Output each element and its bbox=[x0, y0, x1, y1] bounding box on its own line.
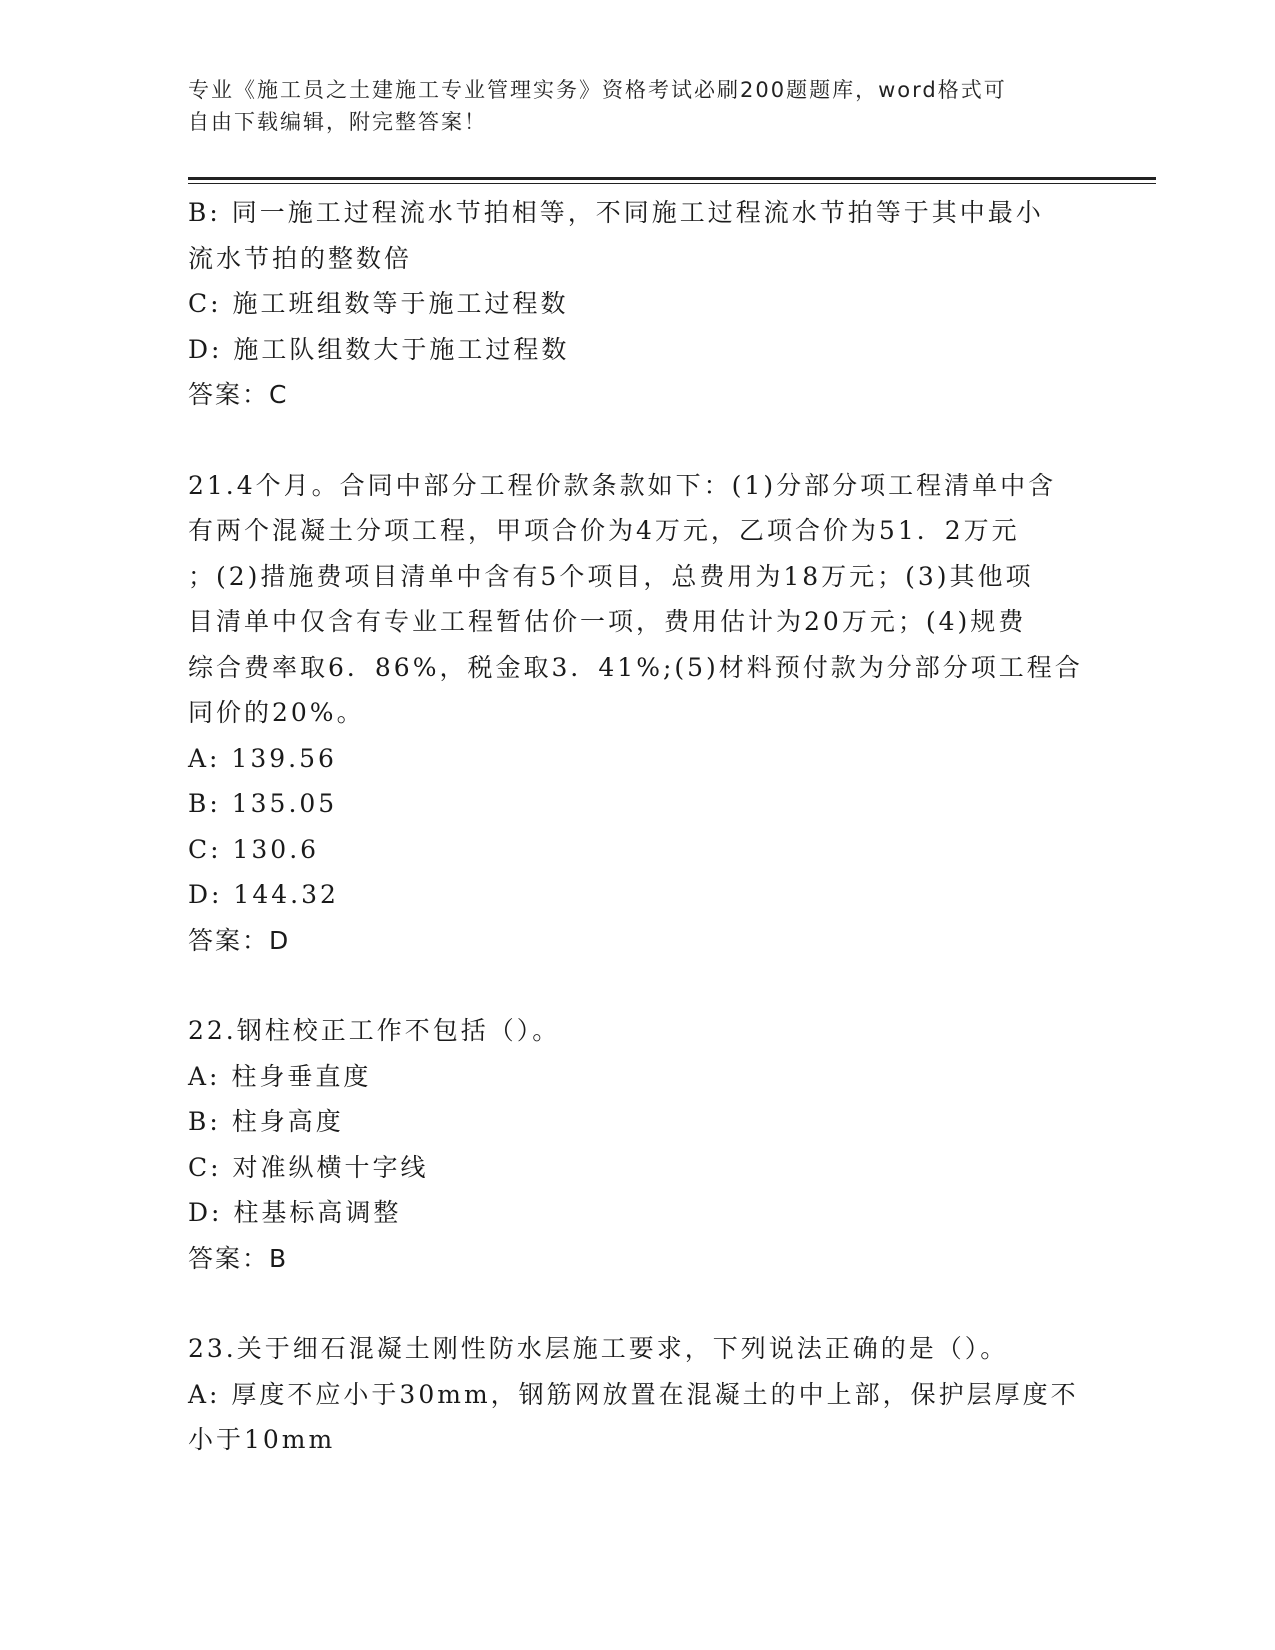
question-20-tail bbox=[188, 190, 1088, 418]
question-stem-line: 综合费率取6．86%，税金取3．41%;(5)材料预付款为分部分项工程合 bbox=[188, 652, 1083, 682]
question-stem-line: 有两个混凝土分项工程，甲项合价为4万元，乙项合价为51．2万元 bbox=[188, 516, 1020, 545]
question-stem-line: 目清单中仅含有专业工程暂估价一项，费用估计为20万元；(4)规费 bbox=[188, 607, 1027, 636]
header-line-2: 自由下载编辑，附完整答案！ bbox=[188, 110, 487, 134]
question-stem-line: ；(2)措施费项目清单中含有5个项目，总费用为18万元；(3)其他项 bbox=[188, 561, 1034, 591]
question-stem-line: 21.4个月。合同中部分工程价款条款如下：(1)分部分项工程清单中含 bbox=[188, 470, 1057, 500]
option-b-line-2: 流水节拍的整数倍 bbox=[188, 243, 413, 273]
document-header bbox=[188, 74, 1068, 138]
header-divider-thin bbox=[188, 183, 1156, 184]
option-c: C: 130.6 bbox=[188, 834, 320, 864]
question-stem: 22.钢柱校正工作不包括（）。 bbox=[188, 1016, 561, 1045]
spacer bbox=[188, 1281, 1088, 1326]
option-a-line-1: A: 厚度不应小于30mm，钢筋网放置在混凝土的中上部，保护层厚度不 bbox=[188, 1379, 1079, 1409]
option-d: D: 柱基标高调整 bbox=[188, 1198, 402, 1227]
option-b: B: 135.05 bbox=[188, 789, 338, 818]
header-divider-thick bbox=[188, 177, 1156, 180]
question-23 bbox=[188, 1326, 1088, 1463]
option-b-line-1: B: 同一施工过程流水节拍相等，不同施工过程流水节拍等于其中最小 bbox=[188, 198, 1044, 227]
question-stem-line: 同价的20%。 bbox=[188, 698, 365, 727]
spacer bbox=[188, 418, 1088, 463]
option-a: A: 柱身垂直度 bbox=[188, 1061, 372, 1091]
question-22 bbox=[188, 1008, 1088, 1281]
question-21 bbox=[188, 463, 1088, 964]
answer: 答案：C bbox=[188, 380, 289, 409]
option-d: D: 144.32 bbox=[188, 880, 339, 909]
option-b: B: 柱身高度 bbox=[188, 1107, 344, 1136]
option-c: C: 对准纵横十字线 bbox=[188, 1152, 429, 1182]
question-stem: 23.关于细石混凝土刚性防水层施工要求，下列说法正确的是（）。 bbox=[188, 1334, 1009, 1363]
answer: 答案：D bbox=[188, 925, 291, 955]
spacer bbox=[188, 963, 1088, 1008]
option-a: A: 139.56 bbox=[188, 743, 337, 773]
answer: 答案：B bbox=[188, 1243, 289, 1273]
question-list bbox=[188, 190, 1088, 1463]
option-c: C: 施工班组数等于施工过程数 bbox=[188, 289, 569, 318]
option-a-line-2: 小于10mm bbox=[188, 1425, 336, 1454]
option-d: D: 施工队组数大于施工过程数 bbox=[188, 334, 570, 364]
header-line-1: 专业《施工员之土建施工专业管理实务》资格考试必刷200题题库，word格式可 bbox=[188, 78, 1007, 102]
